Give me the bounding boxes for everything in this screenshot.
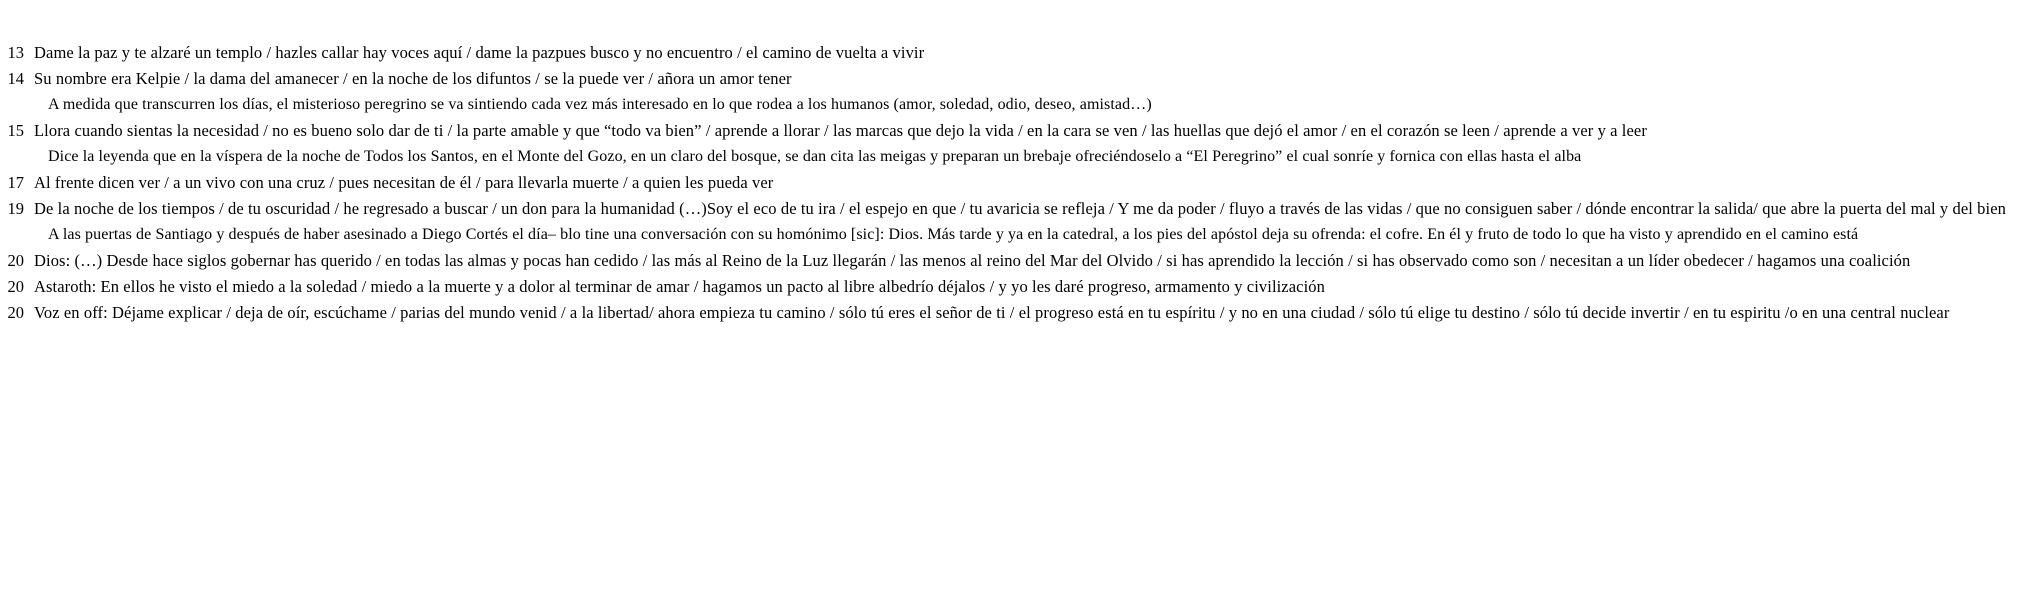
line-number: 17 xyxy=(7,173,24,192)
line-text: Dios: (…) Desde hace siglos gobernar has querido / en todas las almas y pocas han cedido / las más al Reino de la Luz llegarán / las menos al reino del Mar del Olvido / si has aprendido la lección / si has observado como son / necesitan a un líder obedecer / hagamos una coalición xyxy=(34,251,1911,270)
document-line xyxy=(0,144,2039,170)
line-text: A medida que transcurren los días, el misterioso peregrino se va sintiendo cada vez más interesado en lo que rodea a los humanos (amor, soledad, odio, deseo, amistad…) xyxy=(48,96,1152,113)
line-text: Voz en off: Déjame explicar / deja de oír, escúchame / parias del mundo venid / a la libertad/ ahora empieza tu camino / sólo tú eres el señor de ti / el progreso está en tu espíritu / y no en una ciudad / sólo tú elige tu destino / sólo tú decide invertir / en tu espiritu /o en una central nuclear xyxy=(34,303,1950,322)
line-number: 20 xyxy=(7,251,24,270)
document-line xyxy=(0,66,2039,92)
line-text: Dice la leyenda que en la víspera de la noche de Todos los Santos, en el Monte del Gozo, en un claro del bosque, se dan cita las meigas y preparan un brebaje ofreciéndoselo a “El Peregrino” el cual sonríe y fornica con ellas hasta el alba xyxy=(48,148,1582,165)
line-text: A las puertas de Santiago y después de haber asesinado a Diego Cortés el día– blo tine una conversación con su homónimo [sic]: Dios. Más tarde y ya en la catedral, a los pies del apóstol deja su ofrenda: el cofre. En él y fruto de todo lo que ha visto y aprendido en el camino está xyxy=(48,226,1859,243)
line-text: De la noche de los tiempos / de tu oscuridad / he regresado a buscar / un don para la humanidad (…)Soy el eco de tu ira / el espejo en que / tu avaricia se refleja / Y me da poder / fluyo a través de las vidas / que no consiguen saber / dónde encontrar la salida/ que abre la puerta del mal y del bien xyxy=(34,199,2006,218)
line-text: Dame la paz y te alzaré un templo / hazles callar hay voces aquí / dame la pazpues busco y no encuentro / el camino de vuelta a vivir xyxy=(34,43,925,62)
line-number: 15 xyxy=(7,121,24,140)
line-number: 20 xyxy=(7,303,24,322)
document-line xyxy=(0,40,2039,66)
line-text: Llora cuando sientas la necesidad / no es bueno solo dar de ti / la parte amable y que “todo va bien” / aprende a llorar / las marcas que dejo la vida / en la cara se ven / las huellas que dejó el amor / en el corazón se leen / aprende a ver y a leer xyxy=(34,121,1647,140)
line-number: 13 xyxy=(7,43,24,62)
line-number: 19 xyxy=(7,199,24,218)
lyrics-line-list xyxy=(0,40,2039,326)
document-line xyxy=(0,222,2039,248)
line-text: Al frente dicen ver / a un vivo con una cruz / pues necesitan de él / para llevarla muerte / a quien les pueda ver xyxy=(34,173,774,192)
document-line xyxy=(0,300,2039,326)
line-text: Astaroth: En ellos he visto el miedo a la soledad / miedo a la muerte y a dolor al terminar de amar / hagamos un pacto al libre albedrío déjalos / y yo les daré progreso, armamento y civilización xyxy=(34,277,1325,296)
document-line xyxy=(0,248,2039,274)
document-line xyxy=(0,118,2039,144)
line-text: Su nombre era Kelpie / la dama del amanecer / en la noche de los difuntos / se la puede ver / añora un amor tener xyxy=(34,69,792,88)
document-line xyxy=(0,196,2039,222)
line-number: 14 xyxy=(7,69,24,88)
line-number: 20 xyxy=(7,277,24,296)
document-line xyxy=(0,92,2039,118)
document-line xyxy=(0,170,2039,196)
document-line xyxy=(0,274,2039,300)
